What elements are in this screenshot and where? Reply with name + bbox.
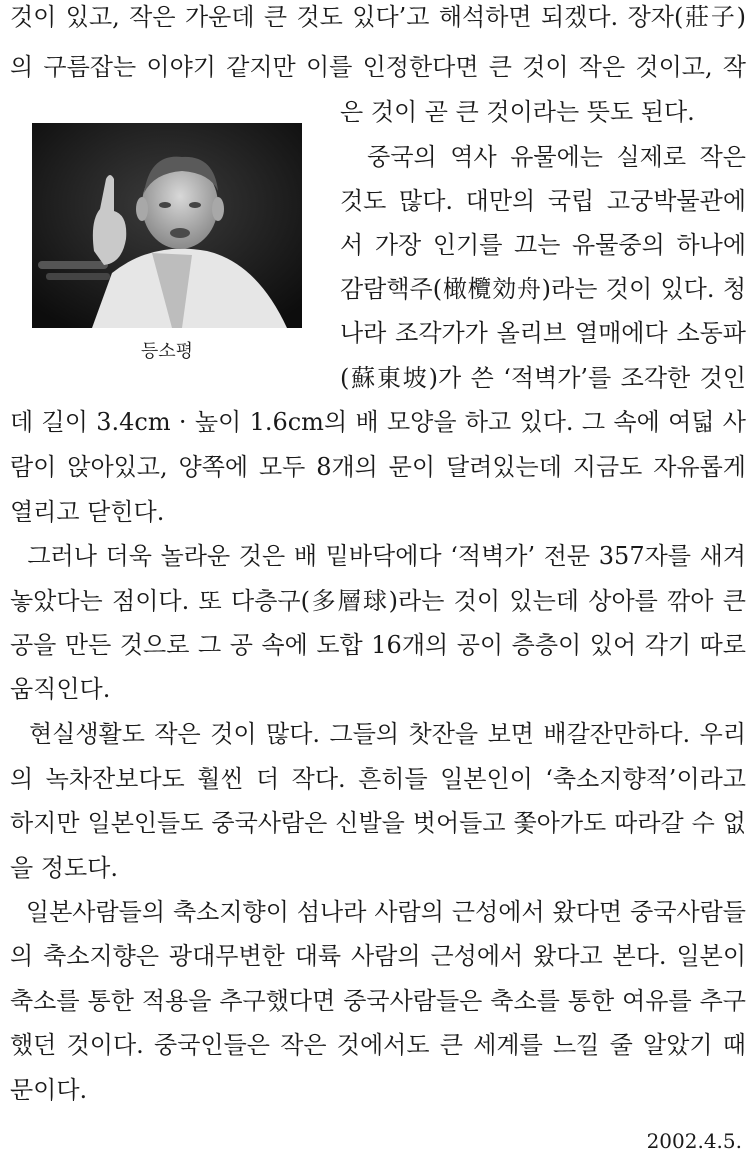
body-text-line: 서 가장 인기를 끄는 유물중의 하나에 [340,231,746,259]
publication-date: 2002.4.5. [646,1129,742,1153]
body-text-line: 하지만 일본인들도 중국사람은 신발을 벗어들고 쫓아가도 따라갈 수 없 [10,809,746,837]
body-text-line: 것이 있고, 작은 가운데 큰 것도 있다’고 해석하면 되겠다. 장자(莊子) [10,3,746,31]
body-text-line: 열리고 닫힌다. [10,498,165,526]
body-text-line: 현실생활도 작은 것이 많다. 그들의 찻잔을 보면 배갈잔만하다. 우리 [10,720,746,748]
body-text-line: 것도 많다. 대만의 국립 고궁박물관에 [340,187,746,215]
body-text-line: 감람핵주(橄欖効舟)라는 것이 있다. 청 [340,275,746,303]
body-text-line: 데 길이 3.4cm · 높이 1.6cm의 배 모양을 하고 있다. 그 속에 여덟 사 [10,408,746,436]
body-text-line: (蘇東坡)가 쓴 ‘적벽가’를 조각한 것인 [340,364,746,392]
body-text-line: 일본사람들의 축소지향이 섬나라 사람의 근성에서 왔다면 중국사람들 [10,898,746,926]
body-text-line: 놓았다는 점이다. 또 다층구(多層球)라는 것이 있는데 상아를 깎아 큰 [10,587,746,615]
body-text-line: 움직인다. [10,675,111,703]
body-text-line: 을 정도다. [10,854,118,882]
body-text-line: 공을 만든 것으로 그 공 속에 도합 16개의 공이 층층이 있어 각기 따로 [10,631,746,659]
body-text-line: 그러나 더욱 놀라운 것은 배 밑바닥에다 ‘적벽가’ 전문 357자를 새겨 [10,542,746,570]
body-text-line: 했던 것이다. 중국인들은 작은 것에서도 큰 세계를 느낄 줄 알았기 때 [10,1031,746,1059]
portrait-photo [32,123,302,328]
photo-caption: 등소평 [140,341,194,362]
body-text-line: 문이다. [10,1076,88,1104]
body-text-line: 축소를 통한 적용을 추구했다면 중국사람들은 축소를 통한 여유를 추구 [10,987,746,1015]
body-text-line: 의 구름잡는 이야기 같지만 이를 인정한다면 큰 것이 작은 것이고, 작 [10,53,746,81]
body-text-line: 의 녹차잔보다도 훨씬 더 작다. 흔히들 일본인이 ‘축소지향적’이라고 [10,765,746,793]
body-text-line: 나라 조각가가 올리브 열매에다 소동파 [340,319,746,347]
body-text-line: 의 축소지향은 광대무변한 대륙 사람의 근성에서 왔다고 본다. 일본이 [10,942,746,970]
body-text-line: 은 것이 곧 큰 것이라는 뜻도 된다. [340,98,695,126]
portrait-photo-image [32,123,302,328]
body-text-line: 중국의 역사 유물에는 실제로 작은 [340,143,746,171]
body-text-line: 람이 앉아있고, 양쪽에 모두 8개의 문이 달려있는데 지금도 자유롭게 [10,453,746,481]
